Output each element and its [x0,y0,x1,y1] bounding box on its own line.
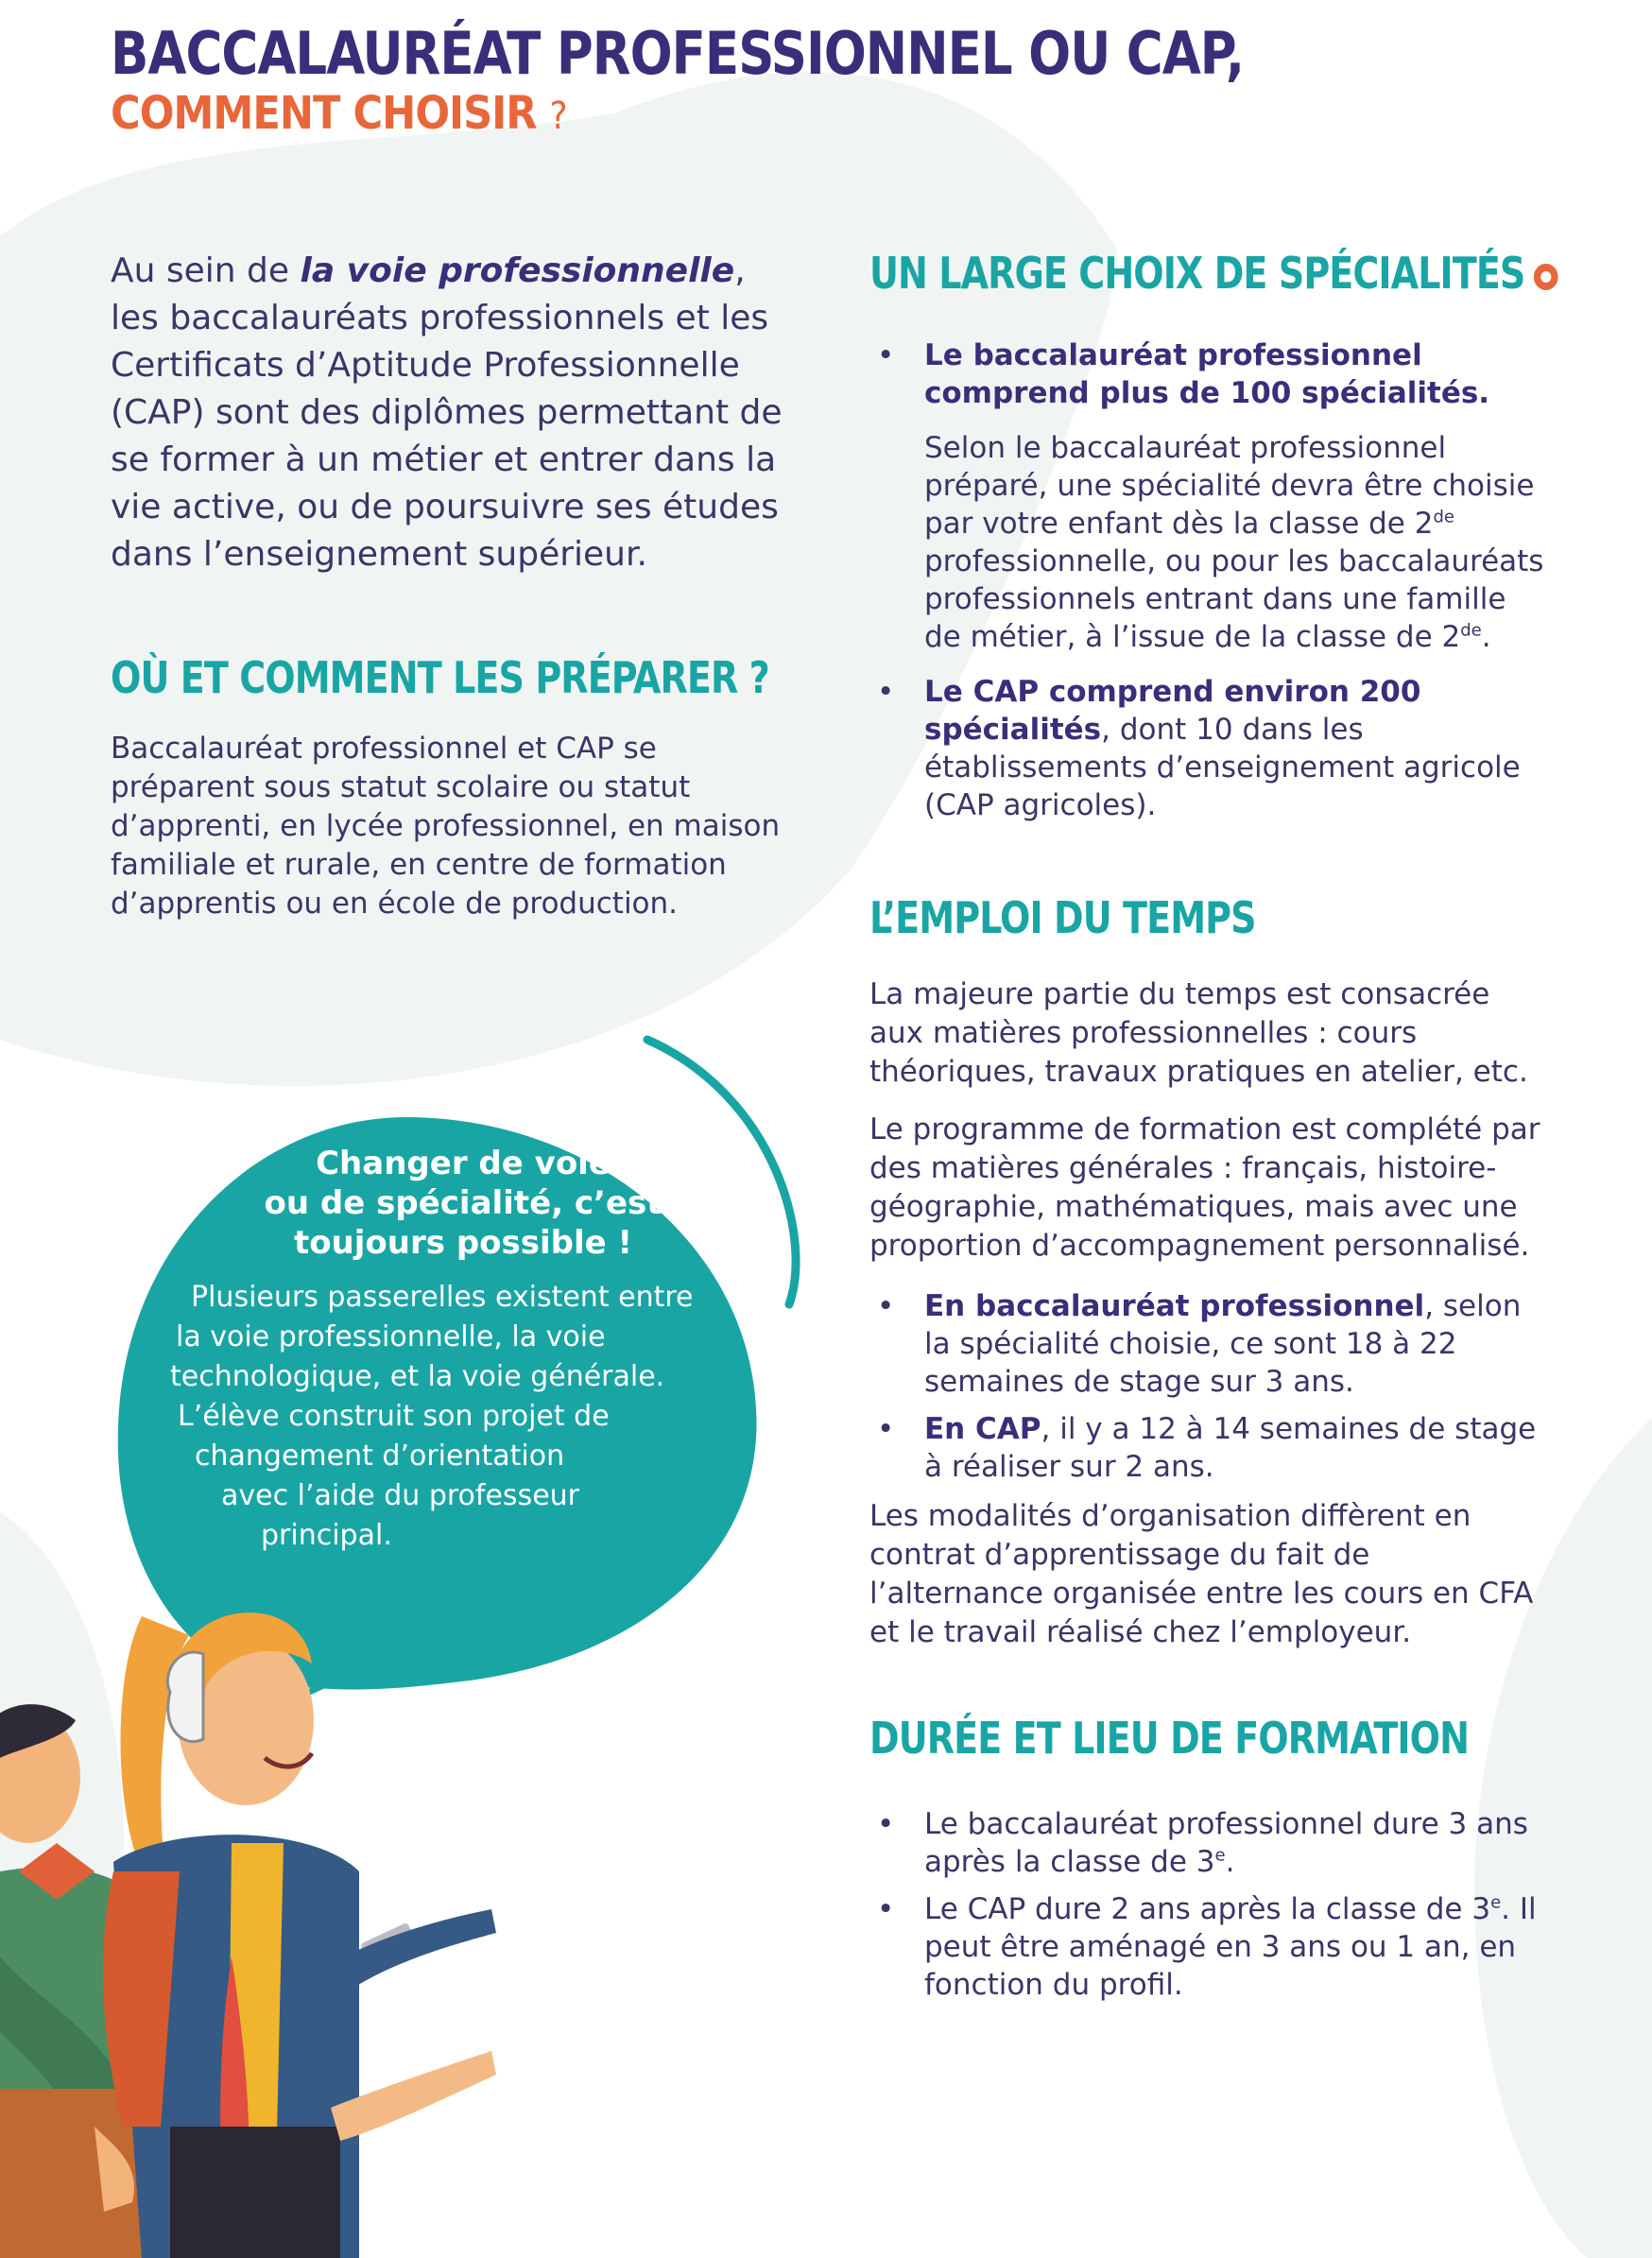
bubble-body-line: la voie professionnelle, la voie [176,1320,606,1353]
students-illustration [0,1560,529,2258]
schedule-b1-rest: , selon la spécialité choisie, ce sont 18 à 22 semaines de stage sur 3 ans. [924,1289,1522,1399]
bubble-body [142,1278,728,1556]
student-girl-illustration [103,1612,496,2258]
duration-list [868,1805,1548,2021]
schedule-b1-bold: En baccalauréat professionnel [924,1289,1425,1323]
intro-emphasis: la voie professionnelle [300,251,735,290]
list-item [868,1287,1548,1401]
bubble-title-line: ou de spécialité, c’est [264,1184,663,1222]
duration-b1-b: . [1225,1845,1235,1879]
bubble-body-line: Plusieurs passerelles existent entre [191,1281,694,1314]
schedule-p3: Les modalités d’organisation diffèrent en contrat d’apprentissage du fait de l’alternance organisée entre les cours en CFA et le travail réalisé chez l’employeur. [869,1499,1534,1649]
list-item [868,1890,1548,2004]
bubble-title-line: Changer de voie [316,1145,611,1182]
choice-heading-text: UN LARGE CHOIX DE SPÉCIALITÉS [869,248,1525,299]
choice-list [868,336,1548,841]
choice-b2-rest: , dont 10 dans les établissements d’enseignement agricole (CAP agricoles). [924,713,1521,822]
schedule-list [868,1287,1548,1503]
bubble-title [227,1144,699,1263]
bubble-body-line: principal. [261,1519,392,1552]
duration-b1-a: Le baccalauréat professionnel dure 3 ans après la classe de 3 [924,1807,1528,1879]
subtitle-question-mark: ? [549,95,567,138]
choice-detail-b: professionnelle, ou pour les baccalauréats professionnels entrant dans une famille de métier, à l’issue de la classe de 2 [924,544,1544,654]
list-item [868,673,1548,824]
where-paragraph: Baccalauréat professionnel et CAP se préparent sous statut scolaire ou statut d’apprenti, en lycée professionnel, en maison familiale et rurale, en centre de formation d’apprentis ou en école de production. [111,732,781,921]
schedule-p2: Le programme de formation est complété par des matières générales : français, histoire-géographie, mathématiques, mais avec une proportion d’accompagnement personnalisé. [869,1112,1540,1263]
choice-detail-c: . [1481,620,1491,654]
choice-b1-bold: Le baccalauréat professionnel comprend plus de 100 spécialités. [924,338,1490,410]
duration-heading: DURÉE ET LIEU DE FORMATION [869,1713,1470,1764]
bubble-body-line: changement d’orientation [195,1439,565,1473]
choice-heading [869,248,1557,299]
page-subtitle [111,87,567,140]
schedule-b2-rest: , il y a 12 à 14 semaines de stage à réaliser sur 2 ans. [924,1412,1537,1484]
duration-b2-a: Le CAP dure 2 ans après la classe de 3 [924,1892,1491,1926]
list-item [868,336,1548,412]
schedule-heading: L’EMPLOI DU TEMPS [869,892,1256,943]
list-item [868,1805,1548,1881]
bubble-title-line: toujours possible ! [293,1224,633,1262]
intro-lead: Au sein de [111,251,301,290]
list-item-detail [868,429,1548,656]
subtitle-text: COMMENT CHOISIR [111,87,537,140]
duration-b1-sup: e [1214,1845,1226,1866]
where-heading: OÙ ET COMMENT LES PRÉPARER ? [111,652,769,703]
intro-paragraph [111,248,791,578]
bubble-body-line: L’élève construit son projet de [178,1400,610,1433]
bubble-body-line: technologique, et la voie générale. [170,1360,665,1393]
ring-icon [1534,264,1558,290]
duration-b2-b: . Il peut être aménagé en 3 ans ou 1 an, en fonction du profil. [924,1892,1537,2002]
choice-b2-bold: Le CAP comprend environ 200 spécialités [924,675,1421,747]
choice-detail-sup1: de [1433,507,1454,527]
choice-detail-sup2: de [1460,620,1482,641]
schedule-b2-bold: En CAP [924,1412,1041,1446]
duration-b2-sup: e [1490,1892,1502,1913]
list-item [868,1410,1548,1486]
intro-rest: , les baccalauréats professionnels et les Certificats d’Aptitude Professionnelle (CAP) sont des diplômes permettant de se former à un métier et entrer dans la vie active, ou de poursuivre ses études dans l’enseignement supérieur. [111,251,783,574]
choice-detail-a: Selon le baccalauréat professionnel préparé, une spécialité devra être choisie par votre enfant dès la classe de 2 [924,431,1535,541]
schedule-p1: La majeure partie du temps est consacrée aux matières professionnelles : cours théoriques, travaux pratiques en atelier, etc. [869,977,1528,1089]
bubble-body-line: avec l’aide du professeur [221,1479,579,1512]
page-title: BACCALAURÉAT PROFESSIONNEL OU CAP, [111,19,1245,88]
